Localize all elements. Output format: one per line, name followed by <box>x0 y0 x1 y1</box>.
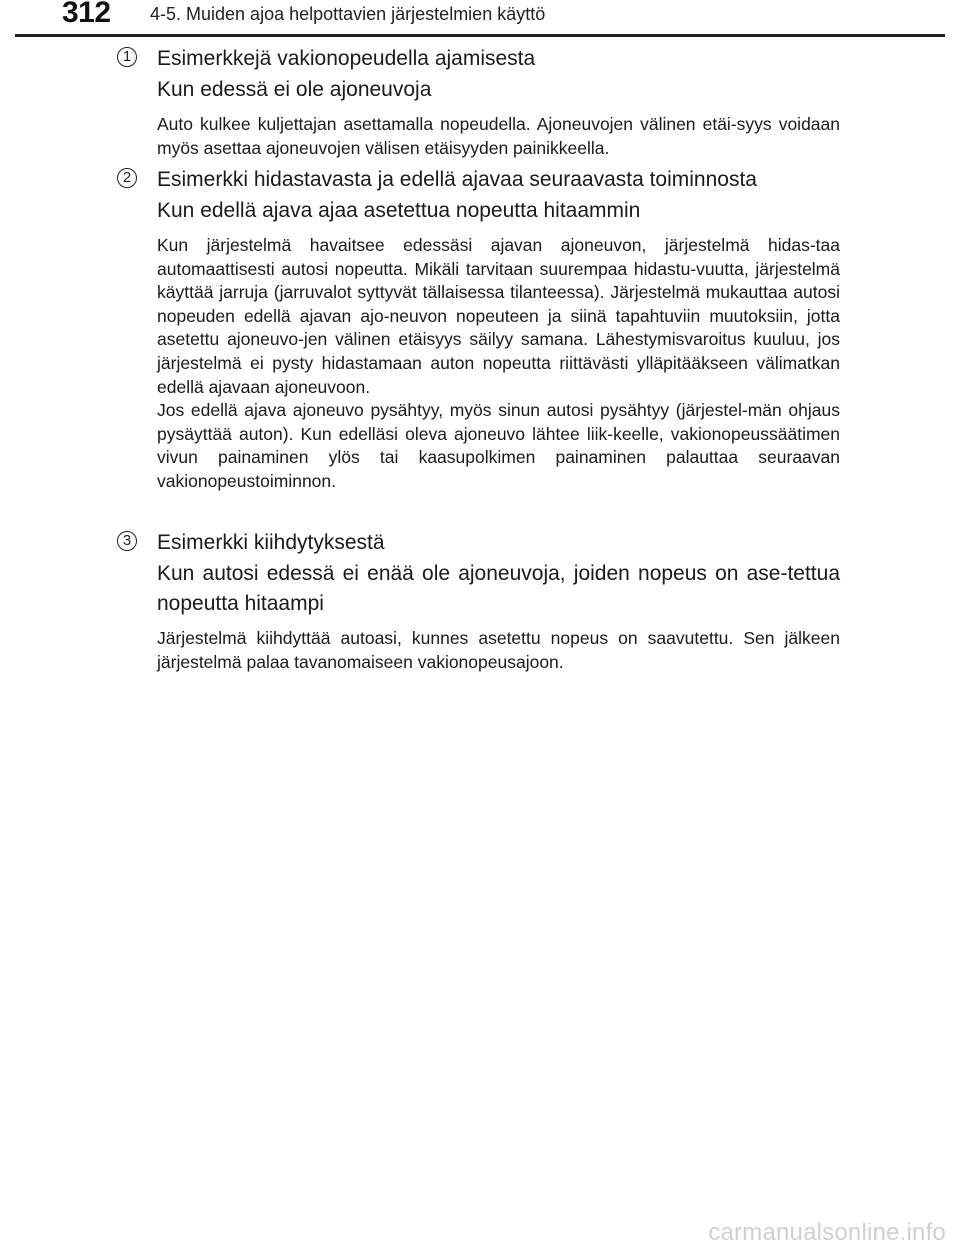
paragraph: Auto kulkee kuljettajan asettamalla nopeudella. Ajoneuvojen välinen etäi-syys voidaan myös asettaa ajoneuvojen välisen etäisyyden painikkeella. <box>157 114 840 158</box>
section-body <box>157 113 840 160</box>
page-number: 312 <box>62 0 111 29</box>
section-subtitle: Kun autosi edessä ei enää ole ajoneuvoja, joiden nopeus on ase-tettua nopeutta hitaampi <box>157 562 840 615</box>
header-divider <box>15 34 945 37</box>
watermark: carmanualsonline.info <box>708 1219 946 1246</box>
paragraph: Jos edellä ajava ajoneuvo pysähtyy, myös sinun autosi pysähtyy (järjestel-män ohjaus pysäyttää auton). Kun edelläsi oleva ajoneuvo lähtee liik-keelle, vakionopeussäätimen vivun painaminen ylös tai kaasupolkimen painaminen palauttaa seuraavan vakionopeustoiminnon. <box>157 400 840 491</box>
section-number-badge: 2 <box>117 168 137 188</box>
section-number-badge: 1 <box>117 47 137 67</box>
section-number-badge: 3 <box>117 531 137 551</box>
section-title: Esimerkkejä vakionopeudella ajamisesta <box>157 47 536 70</box>
chapter-title: 4-5. Muiden ajoa helpottavien järjestelmien käyttö <box>150 4 546 24</box>
section-title: Esimerkki hidastavasta ja edellä ajavaa seuraavasta toiminnosta <box>157 168 757 191</box>
section-subtitle: Kun edellä ajava ajaa asetettua nopeutta hitaammin <box>157 199 641 222</box>
section-title: Esimerkki kiihdytyksestä <box>157 531 385 554</box>
paragraph: Kun järjestelmä havaitsee edessäsi ajavan ajoneuvon, järjestelmä hidas-taa automaattisesti autosi nopeutta. Mikäli tarvitaan suurempaa hidastu-vuutta, järjestelmä käyttää jarruja (jarruvalot syttyvät tällaisessa tilanteessa). Järjestelmä mukauttaa autosi nopeuden edellä ajavan ajo-neuvon nopeuteen ja siinä tapahtuviin muutoksiin, jotta asetettu ajoneuvo-jen välinen etäisyys säilyy samana. Lähestymisvaroitus kuuluu, jos järjestelmä ei pysty hidastamaan auton nopeutta riittävästi ylläpitääkseen välimatkan edellä ajavaan ajoneuvoon. <box>157 235 840 397</box>
section-body <box>157 234 840 494</box>
page-header <box>0 0 960 40</box>
paragraph: Järjestelmä kiihdyttää autoasi, kunnes asetettu nopeus on saavutettu. Sen jälkeen järjestelmä palaa tavanomaiseen vakionopeusajoon. <box>157 628 840 672</box>
section-body <box>157 627 840 674</box>
section-subtitle: Kun edessä ei ole ajoneuvoja <box>157 78 432 101</box>
